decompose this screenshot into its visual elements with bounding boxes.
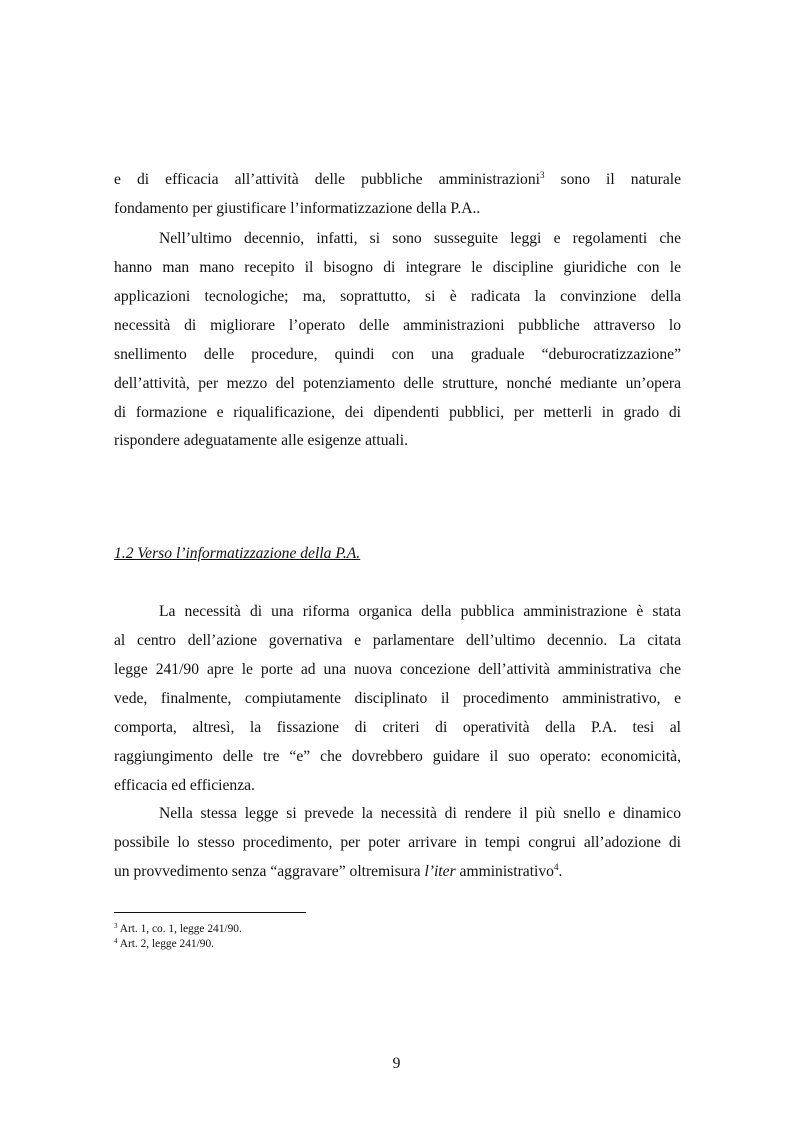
footnote-ref-3: 3 xyxy=(539,170,545,180)
paragraph-1-line-2: fondamento per giustificare l’informatizzazione della P.A.. xyxy=(114,200,481,217)
page-number: 9 xyxy=(392,1055,401,1072)
paragraph-3-line-1: La necessità di una riforma organica della pubblica amministrazione è stata xyxy=(159,603,681,620)
footnote-ref-4: 4 xyxy=(553,862,559,872)
paragraph-2-line-2: hanno man mano recepito il bisogno di integrare le discipline giuridiche con le xyxy=(114,259,681,276)
paragraph-3-line-2: al centro dell’azione governativa e parlamentare dell’ultimo decennio. La citata xyxy=(114,632,681,649)
paragraph-2-line-4: necessità di migliorare l’operato delle amministrazioni pubbliche attraverso lo xyxy=(114,317,681,334)
paragraph-3-line-7: efficacia ed efficienza. xyxy=(114,777,255,794)
paragraph-2-line-5: snellimento delle procedure, quindi con una graduale “deburocratizzazione” xyxy=(114,346,681,363)
paragraph-3-line-3: legge 241/90 apre le porte ad una nuova concezione dell’attività amministrativa che xyxy=(114,661,681,678)
paragraph-4-line-2: possibile lo stesso procedimento, per poter arrivare in tempi congrui all’adozione di xyxy=(114,834,681,851)
paragraph-4-line-1: Nella stessa legge si prevede la necessità di rendere il più snello e dinamico xyxy=(159,805,681,822)
paragraph-2-line-6: dell’attività, per mezzo del potenziamento delle strutture, nonché mediante un’opera xyxy=(114,375,681,392)
footnote-4: $^4$ Art. 2, legge 241/90. xyxy=(114,937,214,950)
paragraph-4-line-3: un provvedimento senza “aggravare” oltremisura l’iter amministrativo$^4$. xyxy=(114,862,563,880)
section-heading: 1.2 Verso l’informatizzazione della P.A. xyxy=(114,545,361,562)
footnote-separator xyxy=(114,912,306,913)
paragraph-1-line-1: e di efficacia all’attività delle pubbliche amministrazioni$^3$ sono il naturale xyxy=(114,170,681,188)
paragraph-3-line-6: raggiungimento delle tre “e” che dovrebbero guidare il suo operato: economicità, xyxy=(114,748,681,765)
paragraph-2-line-8: rispondere adeguatamente alle esigenze attuali. xyxy=(114,432,408,449)
iter-italic: l’iter xyxy=(424,863,456,880)
paragraph-2-line-3: applicazioni tecnologiche; ma, soprattutto, si è radicata la convinzione della xyxy=(114,288,681,305)
footnote-3: $^3$ Art. 1, co. 1, legge 241/90. xyxy=(114,922,242,935)
paragraph-2-line-7: di formazione e riqualificazione, dei dipendenti pubblici, per metterli in grado di xyxy=(114,404,681,421)
paragraph-3-line-5: comporta, altresì, la fissazione di criteri di operatività della P.A. tesi al xyxy=(114,719,681,736)
paragraph-2-line-1: Nell’ultimo decennio, infatti, si sono susseguite leggi e regolamenti che xyxy=(159,230,681,247)
paragraph-3-line-4: vede, finalmente, compiutamente disciplinato il procedimento amministrativo, e xyxy=(114,690,681,707)
